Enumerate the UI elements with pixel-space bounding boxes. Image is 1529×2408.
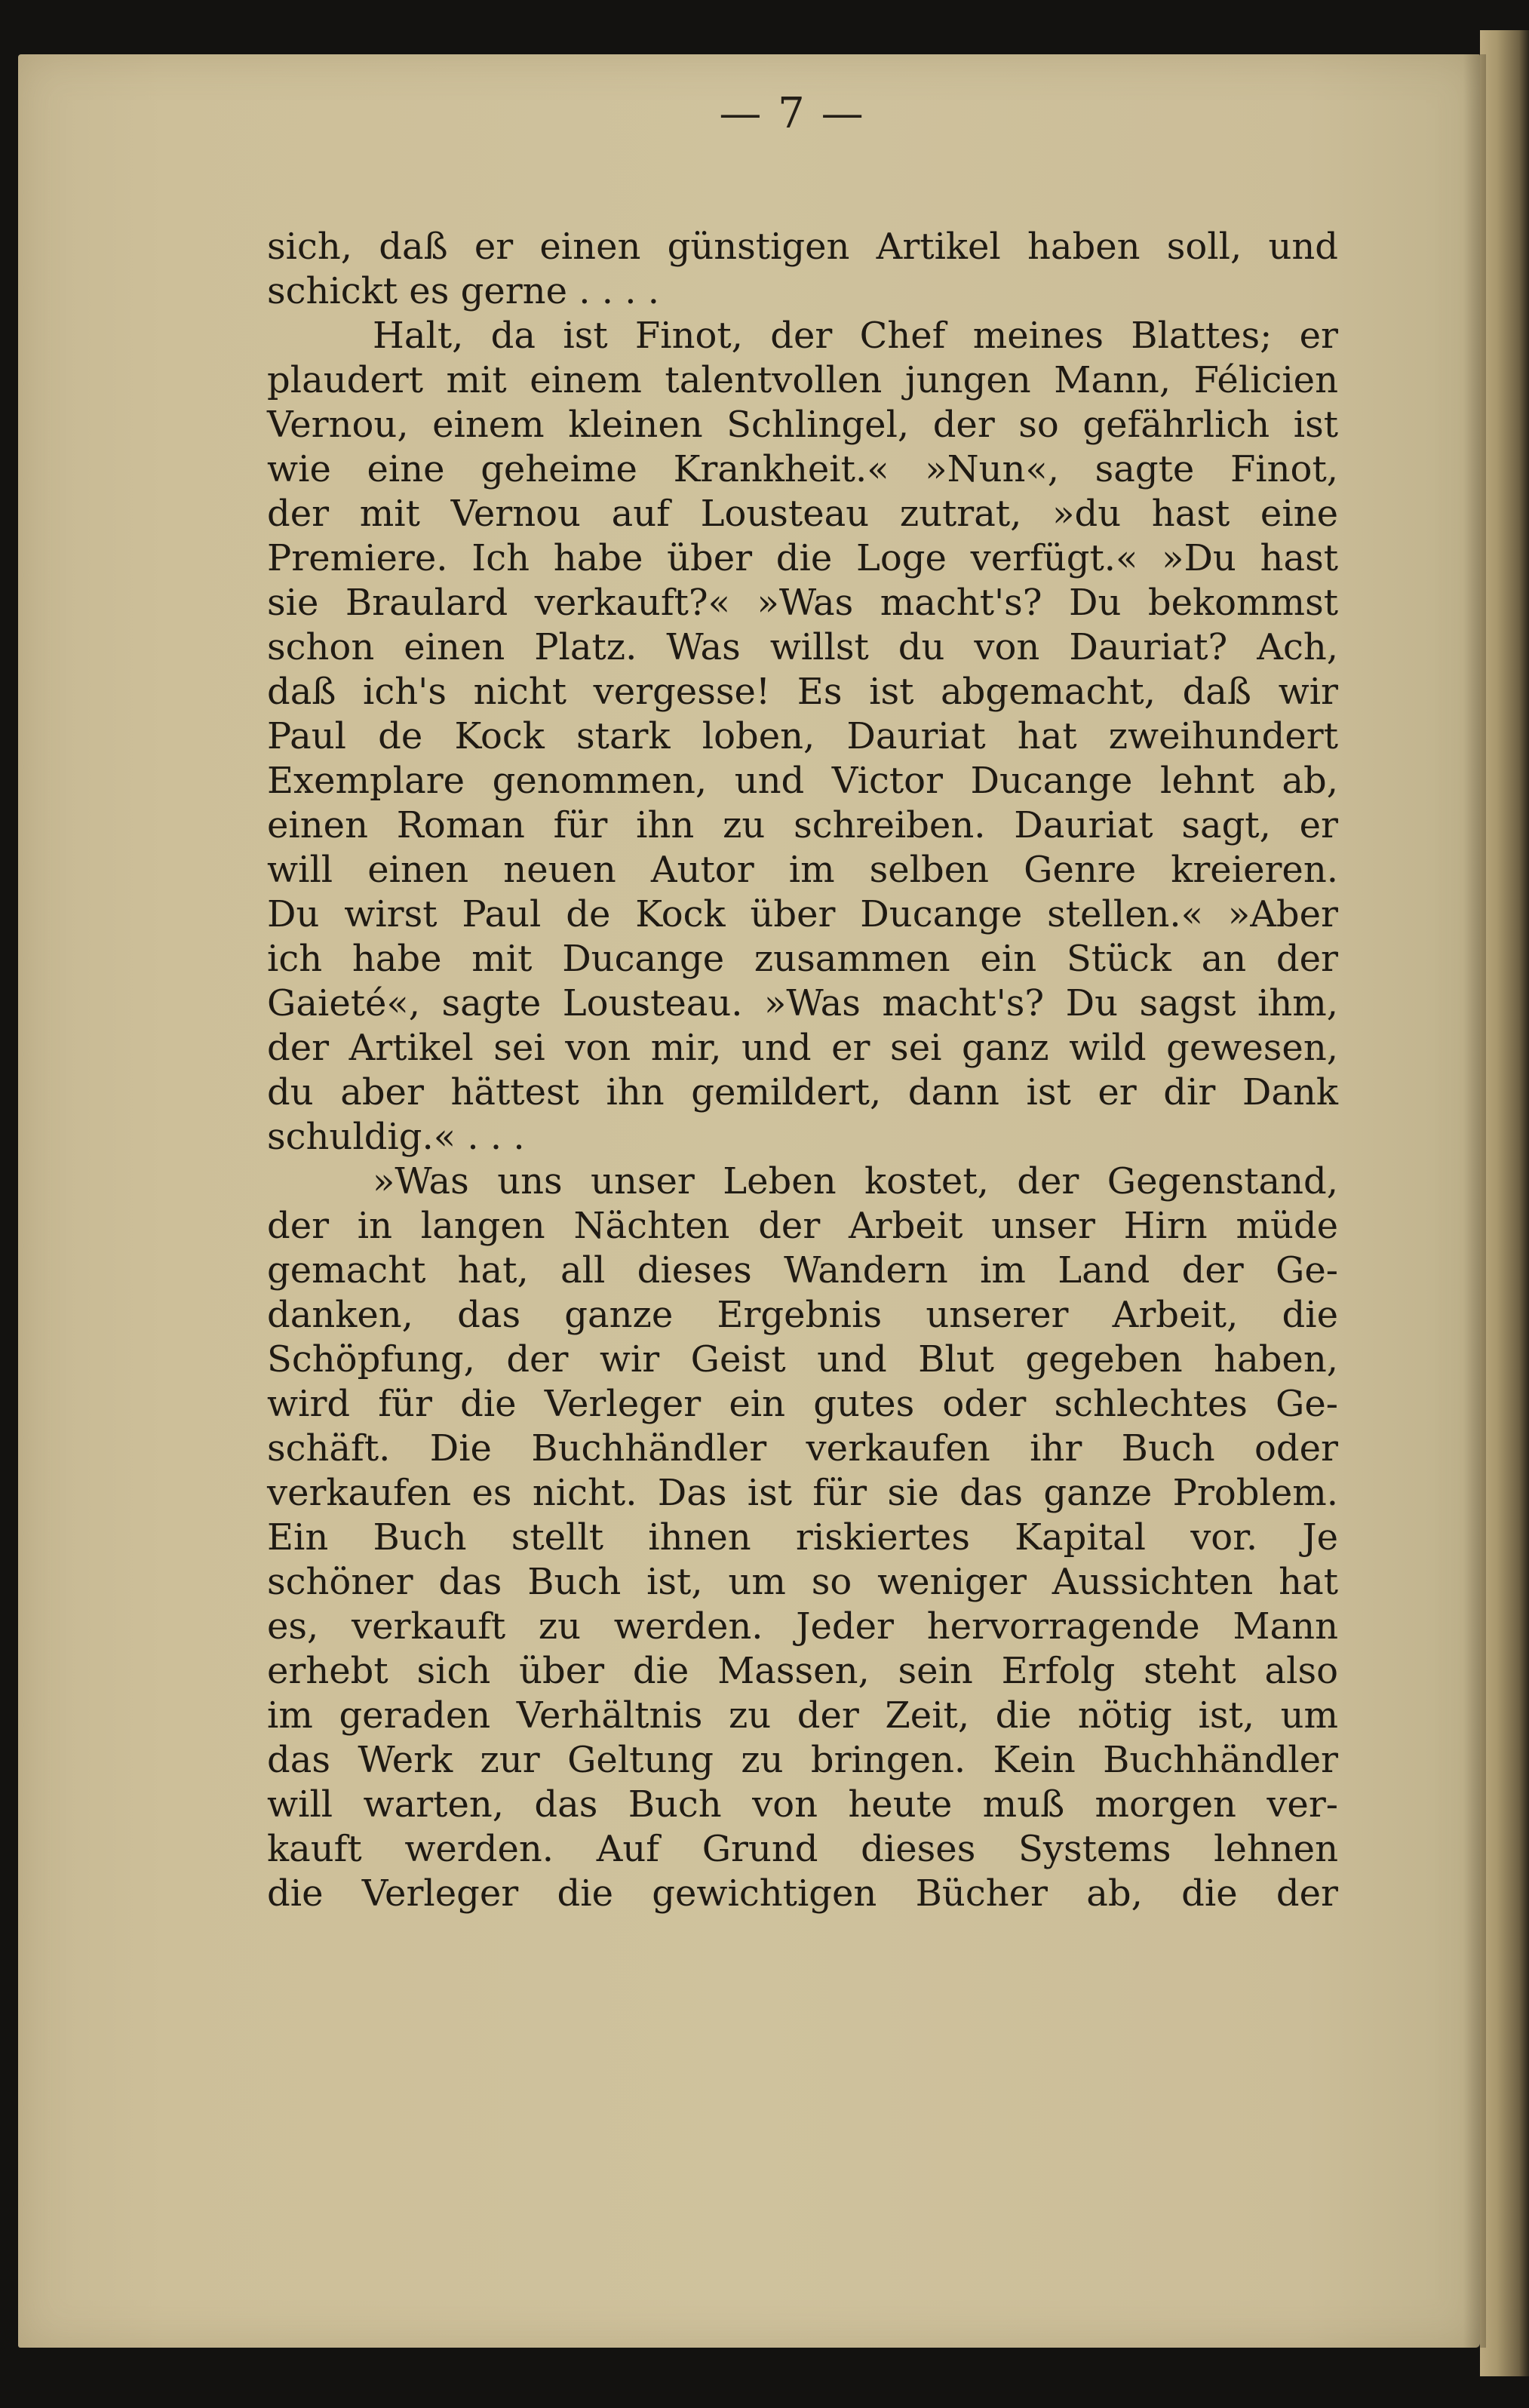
text-line: daß ich's nicht vergesse! Es ist abgemacht, daß wir [267, 671, 1338, 713]
text-line: sich, daß er einen günstigen Artikel haben soll, und [267, 226, 1338, 268]
text-line: im geraden Verhältnis zu der Zeit, die nötig ist, um [267, 1694, 1338, 1737]
text-line: will warten, das Buch von heute muß morgen ver- [267, 1783, 1338, 1826]
text-line: kauft werden. Auf Grund dieses Systems lehnen [267, 1828, 1338, 1870]
text-line: Premiere. Ich habe über die Loge verfügt.« »Du hast [267, 537, 1338, 579]
text-line: danken, das ganze Ergebnis unserer Arbeit, die [267, 1294, 1338, 1336]
text-line: die Verleger die gewichtigen Bücher ab, die der [267, 1872, 1338, 1915]
text-line: schickt es gerne . . . . [267, 270, 660, 312]
text-line: wird für die Verleger ein gutes oder schlechtes Ge- [267, 1383, 1338, 1425]
text-line: sie Braulard verkauft?« »Was macht's? Du bekommst [267, 582, 1338, 624]
text-line: ich habe mit Ducange zusammen ein Stück an der [267, 938, 1338, 980]
text-line: verkaufen es nicht. Das ist für sie das ganze Problem. [267, 1472, 1338, 1514]
text-line: gemacht hat, all dieses Wandern im Land der Ge- [267, 1249, 1338, 1292]
text-line: der Artikel sei von mir, und er sei ganz wild gewesen, [267, 1027, 1338, 1069]
text-line: Gaieté«, sagte Lousteau. »Was macht's? Du sagst ihm, [267, 982, 1338, 1024]
body-text [267, 225, 1338, 1916]
text-line: du aber hättest ihn gemildert, dann ist er dir Dank [267, 1071, 1338, 1113]
text-line: schöner das Buch ist, um so weniger Aussichten hat [267, 1561, 1338, 1603]
text-line: wie eine geheime Krankheit.« »Nun«, sagte Finot, [267, 448, 1338, 490]
text-line: es, verkauft zu werden. Jeder hervorragende Mann [267, 1605, 1338, 1648]
text-line: Ein Buch stellt ihnen riskiertes Kapital vor. Je [267, 1516, 1338, 1559]
text-line: Paul de Kock stark loben, Dauriat hat zweihundert [267, 715, 1338, 757]
text-line: Halt, da ist Finot, der Chef meines Blattes; er [373, 315, 1338, 357]
text-line: schon einen Platz. Was willst du von Dauriat? Ach, [267, 626, 1338, 668]
text-line: schuldig.« . . . [267, 1116, 525, 1158]
text-line: der mit Vernou auf Lousteau zutrat, »du hast eine [267, 493, 1338, 535]
text-line: Exemplare genommen, und Victor Ducange lehnt ab, [267, 760, 1338, 802]
text-line: Du wirst Paul de Kock über Ducange stellen.« »Aber [267, 893, 1338, 935]
text-line: will einen neuen Autor im selben Genre kreieren. [267, 849, 1338, 891]
text-line: schäft. Die Buchhändler verkaufen ihr Buch oder [267, 1427, 1338, 1470]
page-number: — 7 — [719, 89, 865, 138]
book-spine-edge [1480, 30, 1529, 2376]
text-line: »Was uns unser Leben kostet, der Gegenstand, [373, 1160, 1338, 1202]
text-line: Schöpfung, der wir Geist und Blut gegeben haben, [267, 1338, 1338, 1381]
text-line: der in langen Nächten der Arbeit unser Hirn müde [267, 1205, 1338, 1247]
text-line: das Werk zur Geltung zu bringen. Kein Buchhändler [267, 1739, 1338, 1781]
text-line: erhebt sich über die Massen, sein Erfolg steht also [267, 1650, 1338, 1692]
gutter-shadow [1463, 54, 1486, 2348]
text-line: plaudert mit einem talentvollen jungen Mann, Félicien [267, 359, 1338, 401]
text-line: Vernou, einem kleinen Schlingel, der so gefährlich ist [267, 404, 1338, 446]
text-line: einen Roman für ihn zu schreiben. Dauriat sagt, er [267, 804, 1338, 846]
